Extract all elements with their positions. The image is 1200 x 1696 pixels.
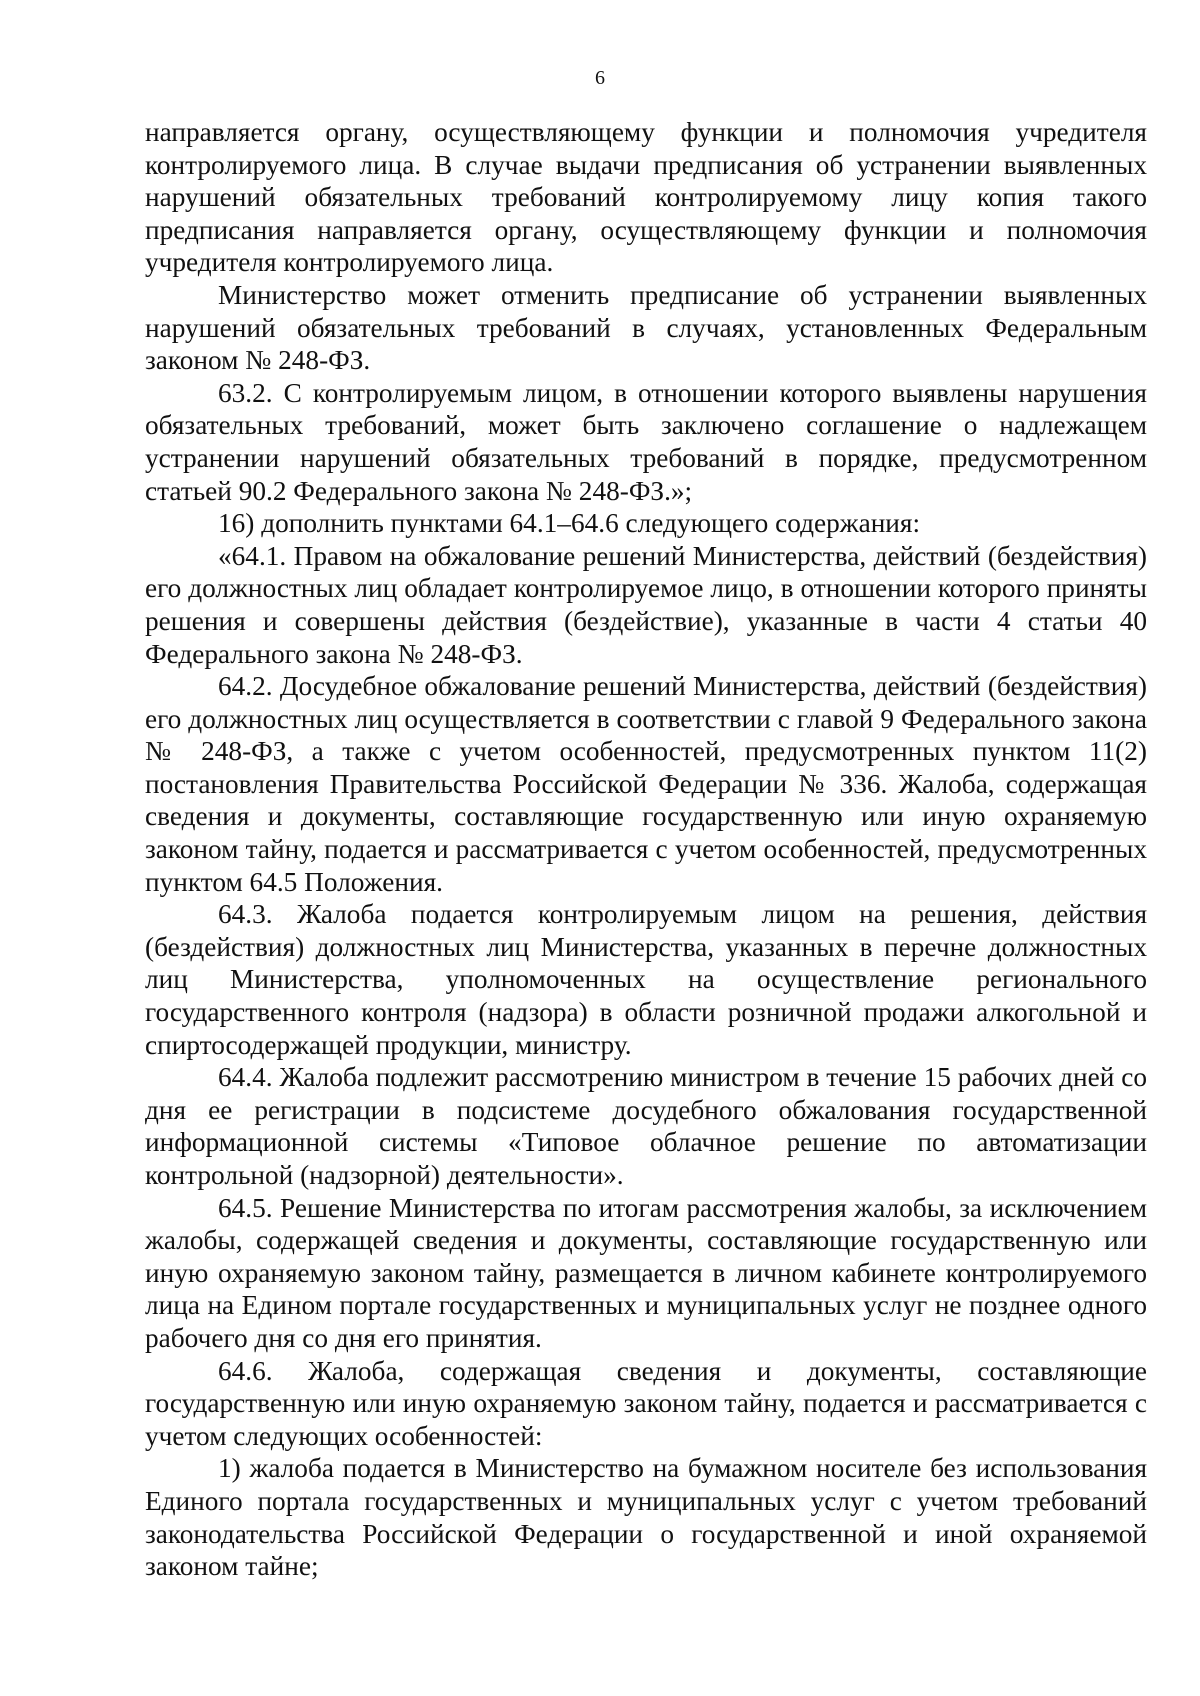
paragraph-item-16: 16) дополнить пунктами 64.1–64.6 следующего содержания: xyxy=(218,508,921,539)
paragraph-ministry-cancel: Министерство может отменить предписание об устранении выявленных нарушений обязательных требований в случаях, установленных Федеральным законом № 248-ФЗ. xyxy=(145,279,1147,376)
paragraph-64-5: 64.5. Решение Министерства по итогам рассмотрения жалобы, за исключением жалобы, содержащей сведения и документы, составляющие государственную или иную охраняемую законом тайну, размещается в личном кабинете контролируемого лица на Едином портале государственных и муниципальных услуг не позднее одного рабочего дня со дня его принятия. xyxy=(145,1192,1147,1353)
document-body xyxy=(145,116,1147,1583)
paragraph-64-3: 64.3. Жалоба подается контролируемым лицом на решения, действия (бездействия) должностных лиц Министерства, указанных в перечне должностных лиц Министерства, уполномоченных на осуществление регионального государственного контроля (надзора) в области розничной продажи алкогольной и спиртосодержащей продукции, министру. xyxy=(145,899,1147,1060)
paragraph-64-2: 64.2. Досудебное обжалование решений Министерства, действий (бездействия) его должностных лиц осуществляется в соответствии с главой 9 Федерального закона № 248-ФЗ, а также с учетом особенностей, предусмотренных пунктом 11(2) постановления Правительства Российской Федерации № 336. Жалоба, содержащая сведения и документы, составляющие государственную или иную охраняемую законом тайну, подается и рассматривается с учетом особенностей, предусмотренных пунктом 64.5 Положения. xyxy=(145,671,1147,897)
paragraph-64-6-item-1: 1) жалоба подается в Министерство на бумажном носителе без использования Единого портала государственных и муниципальных услуг с учетом требований законодательства Российской Федерации о государственной и иной охраняемой законом тайне; xyxy=(145,1453,1147,1582)
paragraph-64-1: «64.1. Правом на обжалование решений Министерства, действий (бездействия) его должностных лиц обладает контролируемое лицо, в отношении которого приняты решения и совершены действия (бездействие), указанные в части 4 статьи 40 Федерального закона № 248-ФЗ. xyxy=(145,540,1147,669)
page-number: 6 xyxy=(595,67,605,89)
paragraph-64-6: 64.6. Жалоба, содержащая сведения и документы, составляющие государственную или иную охраняемую законом тайну, подается и рассматривается с учетом следующих особенностей: xyxy=(145,1355,1147,1451)
paragraph-63-2: 63.2. С контролируемым лицом, в отношении которого выявлены нарушения обязательных требований, может быть заключено соглашение о надлежащем устранении нарушений обязательных требований в порядке, предусмотренном статьей 90.2 Федерального закона № 248-ФЗ.»; xyxy=(145,377,1147,506)
paragraph-continuation: направляется органу, осуществляющему функции и полномочия учредителя контролируемого лица. В случае выдачи предписания об устранении выявленных нарушений обязательных требований контролируемому лицу копия такого предписания направляется органу, осуществляющему функции и полномочия учредителя контролируемого лица. xyxy=(145,117,1147,278)
paragraph-64-4: 64.4. Жалоба подлежит рассмотрению министром в течение 15 рабочих дней со дня ее регистрации в подсистеме досудебного обжалования государственной информационной системы «Типовое облачное решение по автоматизации контрольной (надзорной) деятельности». xyxy=(145,1062,1147,1190)
